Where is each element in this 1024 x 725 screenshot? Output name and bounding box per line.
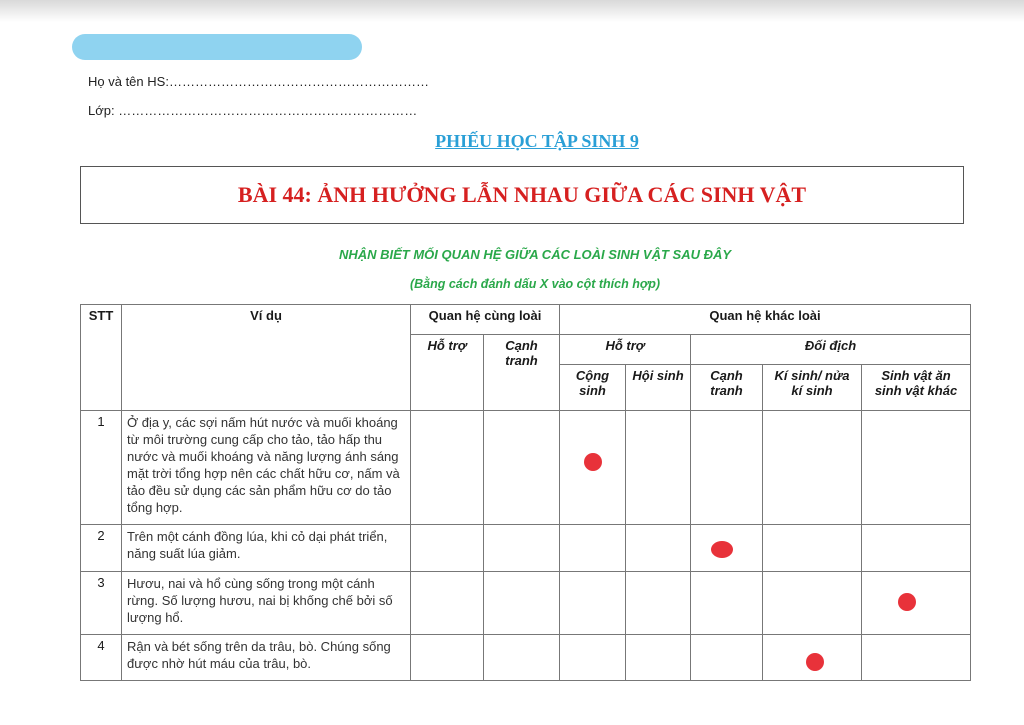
row-example: Ở địa y, các sợi nấm hút nước và muối khoáng từ môi trường cung cấp cho tảo, tảo hấp thu nước và muối khoáng và năng lượng ánh sáng mặt trời tổng hợp nên các chất hữu cơ, nấm và tảo đều sử dụng các sản phẩm hữu cơ do tảo tổng hợp.	[122, 411, 411, 525]
diff-support-header: Hỗ trợ	[560, 335, 691, 365]
document-subtitle: PHIẾU HỌC TẬP SINH 9	[435, 131, 639, 151]
row-example: Hươu, nai và hổ cùng sống trong một cánh rừng. Số lượng hươu, nai bị khống chế bởi số lượng hổ.	[122, 572, 411, 635]
col-stt-header: STT	[81, 305, 122, 411]
commensalism-header: Hội sinh	[626, 365, 691, 411]
same-species-header: Quan hệ cùng loài	[411, 305, 560, 335]
cell-same-support[interactable]	[411, 635, 484, 681]
row-number: 1	[81, 411, 122, 525]
cell-commensalism[interactable]	[626, 525, 691, 572]
cell-same-support[interactable]	[411, 572, 484, 635]
cell-same-compete[interactable]	[484, 635, 560, 681]
class-line	[88, 103, 417, 118]
instruction-main: NHẬN BIẾT MỐI QUAN HỆ GIỮA CÁC LOÀI SINH VẬT SAU ĐÂY	[338, 247, 732, 262]
diff-antagonism-header: Đối địch	[691, 335, 971, 365]
mark-dot-row4-parasitism	[806, 653, 824, 671]
same-compete-header: Cạnh tranh	[484, 335, 560, 411]
lesson-title-box	[80, 166, 964, 224]
same-support-header: Hỗ trợ	[411, 335, 484, 411]
cell-parasitism[interactable]	[763, 525, 862, 572]
cell-commensalism[interactable]	[626, 635, 691, 681]
cell-same-support[interactable]	[411, 525, 484, 572]
mark-dot-row2-competition	[711, 541, 733, 558]
cell-symbiosis[interactable]	[560, 525, 626, 572]
competition-header: Cạnh tranh	[691, 365, 763, 411]
mark-dot-row1-symbiosis	[584, 453, 602, 471]
top-shadow	[0, 0, 1024, 22]
table-row	[81, 411, 971, 525]
mark-dot-row3-predation	[898, 593, 916, 611]
cell-same-compete[interactable]	[484, 525, 560, 572]
table-row	[81, 572, 971, 635]
student-name-label: Họ và tên HS:	[88, 74, 169, 89]
cell-commensalism[interactable]	[626, 572, 691, 635]
lesson-title: BÀI 44: ẢNH HƯỞNG LẪN NHAU GIỮA CÁC SINH VẬT	[237, 182, 807, 207]
predation-header: Sinh vật ăn sinh vật khác	[862, 365, 971, 411]
parasitism-header: Kí sinh/ nửa kí sinh	[763, 365, 862, 411]
cell-predation[interactable]	[862, 635, 971, 681]
cell-predation[interactable]	[862, 411, 971, 525]
cell-same-compete[interactable]	[484, 411, 560, 525]
row-number: 2	[81, 525, 122, 572]
table-row	[81, 635, 971, 681]
cell-same-compete[interactable]	[484, 572, 560, 635]
cell-predation[interactable]	[862, 525, 971, 572]
row-example: Rận và bét sống trên da trâu, bò. Chúng sống được nhờ hút máu của trâu, bò.	[122, 635, 411, 681]
cell-parasitism[interactable]	[763, 572, 862, 635]
cell-commensalism[interactable]	[626, 411, 691, 525]
student-name-line	[88, 74, 429, 89]
redaction-mark	[72, 34, 362, 60]
class-label: Lớp:	[88, 103, 115, 118]
row-number: 4	[81, 635, 122, 681]
cell-symbiosis[interactable]	[560, 635, 626, 681]
class-dots: ……………………………………………………………	[118, 103, 418, 118]
symbiosis-header: Cộng sinh	[560, 365, 626, 411]
cell-competition[interactable]	[691, 572, 763, 635]
cell-predation[interactable]	[862, 572, 971, 635]
worksheet-table	[80, 304, 971, 681]
table-row	[81, 525, 971, 572]
cell-parasitism[interactable]	[763, 411, 862, 525]
col-example-header: Ví dụ	[122, 305, 411, 411]
row-example: Trên một cánh đồng lúa, khi cỏ dại phát triển, năng suất lúa giảm.	[122, 525, 411, 572]
cell-same-support[interactable]	[411, 411, 484, 525]
row-number: 3	[81, 572, 122, 635]
instruction-sub: (Bằng cách đánh dấu X vào cột thích hợp)	[409, 277, 661, 291]
student-name-dots: ……………………………………………………	[168, 74, 429, 89]
different-species-header: Quan hệ khác loài	[560, 305, 971, 335]
cell-competition[interactable]	[691, 635, 763, 681]
cell-symbiosis[interactable]	[560, 572, 626, 635]
cell-competition[interactable]	[691, 411, 763, 525]
